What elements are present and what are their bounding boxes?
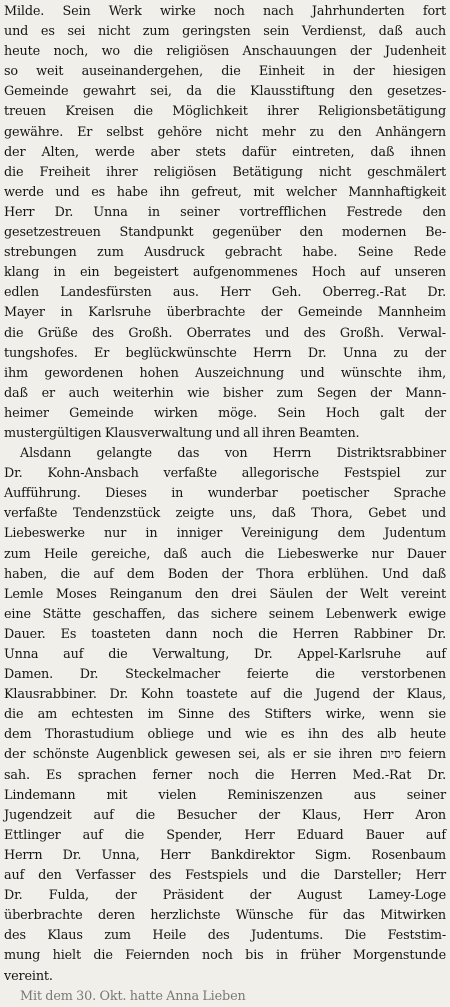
text-line: die Freiheit ihrer religiösen Betätigung nicht geschmälert [4,164,446,180]
text-line: auf den Verfasser des Festspiels und die Darsteller; Herr [4,868,446,884]
text-line: Mayer in Karlsruhe überbrachte der Gemeinde Mannheim [4,305,446,321]
text-line: Herrn Dr. Unna, Herr Bankdirektor Sigm. Rosenbaum [4,847,446,863]
text-line: Gemeinde gewahrt sei, da die Klausstiftung den gesetzes- [4,84,446,100]
text-line: der schönste Augenblick gewesen sei, als er sie ihren סיום feiern [4,747,446,763]
text-line: Dr. Kohn-Ansbach verfaßte allegorische Festspiel zur [4,466,446,482]
text-line: Unna auf die Verwaltung, Dr. Appel-Karlsruhe auf [4,647,446,662]
text-line: werde und es habe ihn gefreut, mit welcher Mannhaftigkeit [4,184,446,200]
text-line: tungshofes. Er beglückwünschte Herrn Dr. Unna zu der [4,345,446,361]
text-line: verfaßte Tendenzstück zeigte uns, daß Thora, Gebet und [4,506,446,522]
text-line: edlen Landesfürsten aus. Herr Geh. Oberreg.-Rat Dr. [4,285,446,301]
text-line: der Alten, werde aber stets dafür eintreten, daß ihnen [4,144,446,160]
text-line: mung hielt die Feiernden noch bis in früher Morgenstunde [4,948,446,964]
text-line: heimer Gemeinde wirken möge. Sein Hoch galt der [4,405,446,421]
text-line: heute noch, wo die religiösen Anschauungen der Judenheit [4,44,446,60]
text-line: Lemle Moses Reinganum den drei Säulen der Welt vereint [4,586,446,602]
text-line: treuen Kreisen die Möglichkeit ihrer Religionsbetätigung [4,104,446,120]
text-line: haben, die auf dem Boden der Thora erblühen. Und daß [4,566,446,582]
text-line: Damen. Dr. Steckelmacher feierte die verstorbenen [4,667,446,683]
text-line: Lindemann mit vielen Reminiszenzen aus seiner [4,787,446,803]
text-line: Milde. Sein Werk wirke noch nach Jahrhunderten fort [4,4,446,19]
text-line: ihm gewordenen hohen Auszeichnung und wünschte ihm, [4,365,446,381]
text-line: Aufführung. Dieses in wunderbar poetischer Sprache [4,486,446,502]
text-line: und es sei nicht zum geringsten sein Verdienst, daß auch [4,24,446,40]
text-line: gesetzestreuen Standpunkt gegenüber den modernen Be- [4,225,446,241]
text-line: klang in ein begeistert aufgenommenes Hoch auf unseren [4,265,446,281]
text-line: Alsdann gelangte das von Herrn Distriktsrabbiner [20,446,446,462]
text-line: Klausrabbiner. Dr. Kohn toastete auf die Jugend der Klaus, [4,687,446,703]
text-line-cut-off: Mit dem 30. Okt. hatte Anna Lieben [20,988,246,1004]
text-line: mustergültigen Klausverwaltung und all ihren Beamten. [4,425,360,441]
text-line: Herr Dr. Unna in seiner vortrefflichen Festrede den [4,204,446,220]
text-line: sah. Es sprachen ferner noch die Herren Med.-Rat Dr. [4,767,446,783]
text-line: daß er auch weiterhin wie bisher zum Segen der Mann- [4,385,446,401]
text-line: die am echtesten im Sinne des Stifters wirke, wenn sie [4,707,446,723]
article-text-column [4,2,446,1004]
text-line: dem Thorastudium obliege und wie es ihn des alb heute [4,727,446,743]
text-line: überbrachte deren herzlichste Wünsche für das Mitwirken [4,908,446,924]
text-line: des Klaus zum Heile des Judentums. Die Feststim- [4,928,446,944]
text-line: die Grüße des Großh. Oberrates und des Großh. Verwal- [4,325,446,341]
text-line: strebungen zum Ausdruck gebracht habe. Seine Rede [4,245,446,261]
text-line: eine Stätte geschaffen, das sichere seinem Lebenwerk ewige [4,606,446,622]
text-line: vereint. [4,968,53,984]
text-line: Liebeswerke nur in inniger Vereinigung dem Judentum [4,526,446,542]
text-line: Dr. Fulda, der Präsident der August Lamey-Loge [4,888,446,904]
text-line: gewähre. Er selbst gehöre nicht mehr zu den Anhängern [4,124,446,140]
text-line: so weit auseinandergehen, die Einheit in der hiesigen [4,64,446,80]
text-line: Dauer. Es toasteten dann noch die Herren Rabbiner Dr. [4,626,446,642]
text-line: Ettlinger auf die Spender, Herr Eduard Bauer auf [4,827,446,843]
text-line: Jugendzeit auf die Besucher der Klaus, Herr Aron [4,807,446,823]
text-line: zum Heile gereiche, daß auch die Liebeswerke nur Dauer [4,546,446,562]
